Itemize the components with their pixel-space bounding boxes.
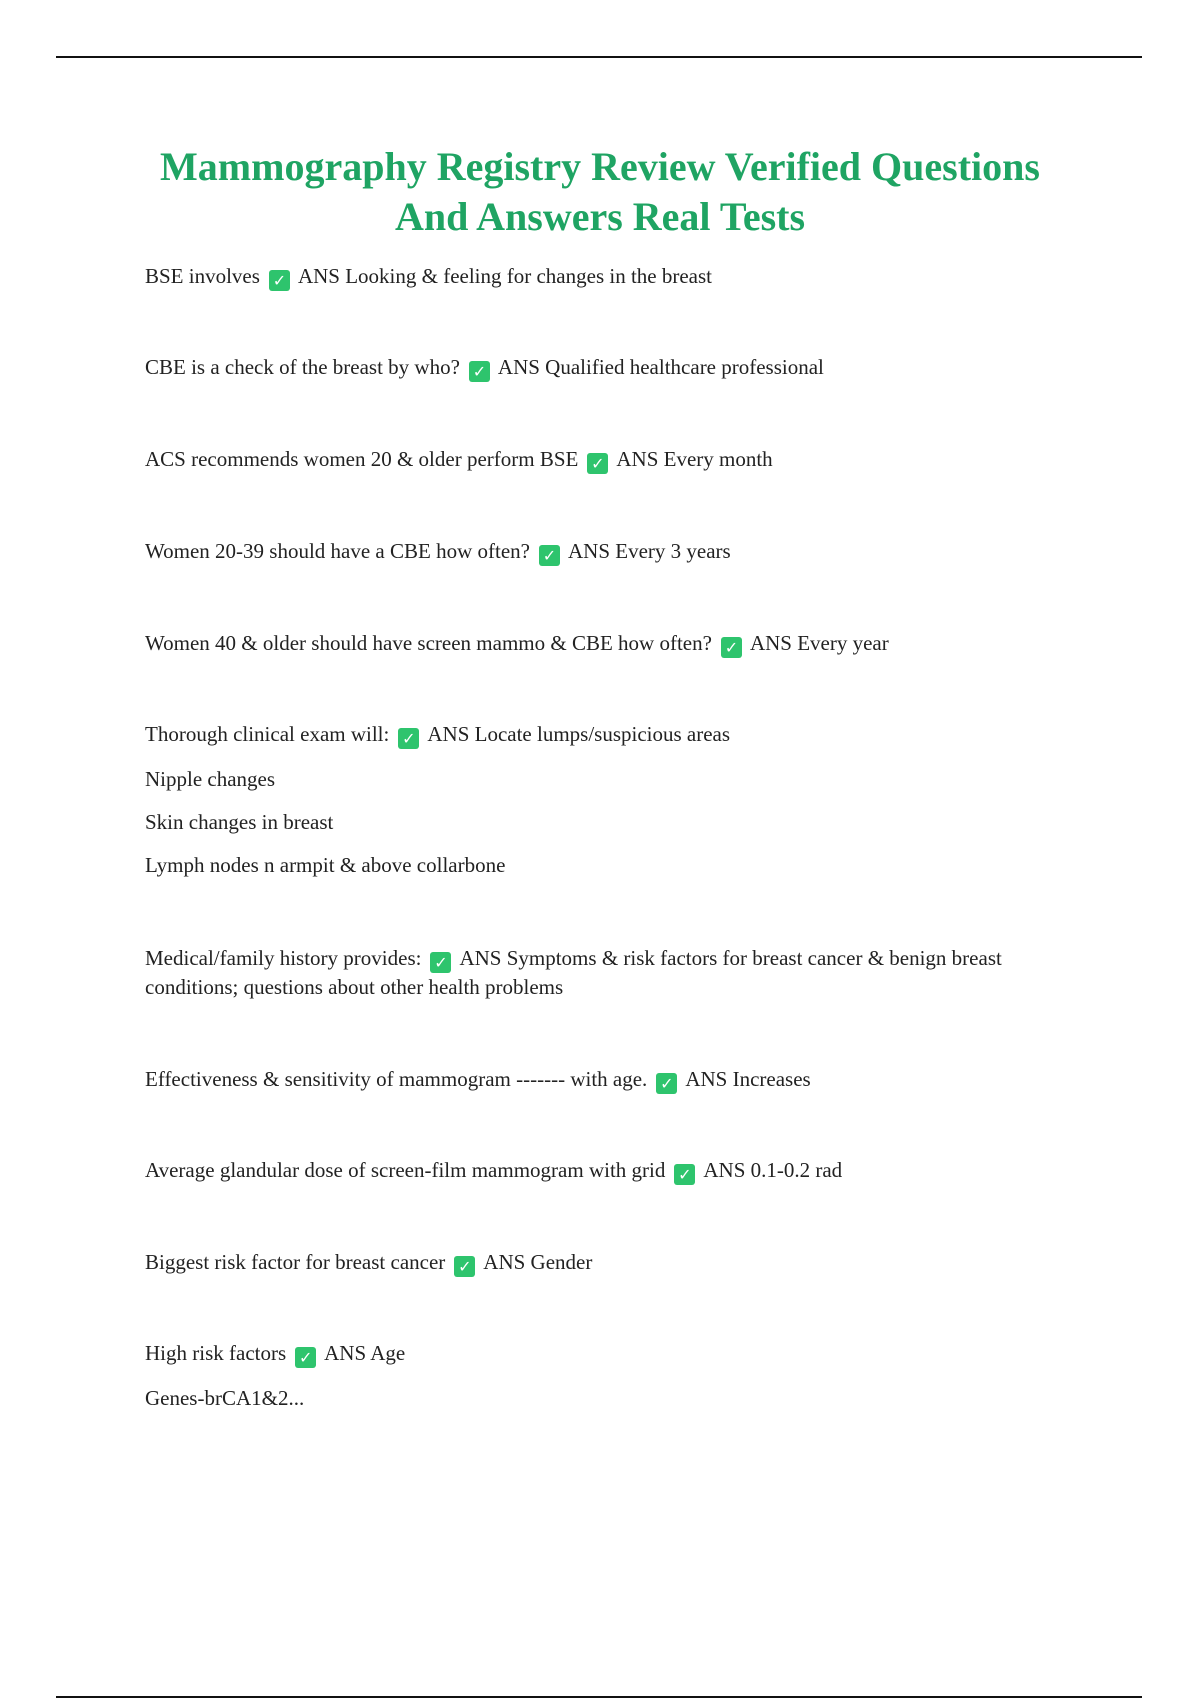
question-text: Average glandular dose of screen-film mammogram with grid [145, 1158, 666, 1182]
check-box-icon: ✓ [656, 1073, 677, 1094]
qa-item-bse [145, 262, 1065, 291]
check-box-icon: ✓ [454, 1256, 475, 1277]
question-text: High risk factors [145, 1341, 287, 1365]
question-text: Biggest risk factor for breast cancer [145, 1250, 446, 1274]
check-box-icon: ✓ [721, 637, 742, 658]
answer-line: Lymph nodes n armpit & above collarbone [145, 853, 506, 877]
question-text: ACS recommends women 20 & older perform BSE [145, 447, 579, 471]
answer-text: ANS Qualified healthcare professional [497, 355, 824, 379]
check-box-icon: ✓ [398, 728, 419, 749]
qa-item-dose [145, 1156, 1065, 1185]
question-text: Effectiveness & sensitivity of mammogram ------- with age. [145, 1067, 648, 1091]
qa-item-sensitivity [145, 1065, 1065, 1094]
qa-item-clinical-exam [145, 720, 1065, 879]
answer-text: ANS Gender [483, 1250, 593, 1274]
check-box-icon: ✓ [269, 270, 290, 291]
answer-text: ANS Symptoms & risk factors for breast cancer & benign breast conditions; questions about other health problems [145, 946, 1002, 999]
qa-item-cbe [145, 353, 1065, 382]
qa-item-women-40 [145, 629, 1065, 658]
bottom-rule [56, 1696, 1142, 1698]
qa-item-risk-factor [145, 1248, 1065, 1277]
question-text: Thorough clinical exam will: [145, 722, 390, 746]
question-text: Women 20-39 should have a CBE how often? [145, 539, 530, 563]
qa-item-high-risk [145, 1339, 1065, 1412]
answer-text: ANS Every year [749, 631, 889, 655]
title-line-2: And Answers Real Tests [394, 194, 806, 239]
answer-text: ANS Age [324, 1341, 406, 1365]
answer-line: Nipple changes [145, 767, 276, 791]
answer-text: ANS Every month [616, 447, 773, 471]
answer-text: ANS Every 3 years [567, 539, 731, 563]
question-text: Medical/family history provides: [145, 946, 422, 970]
qa-item-women-20-39 [145, 537, 1065, 566]
qa-item-acs [145, 445, 1065, 474]
check-box-icon: ✓ [430, 952, 451, 973]
answer-line: Skin changes in breast [145, 810, 334, 834]
check-box-icon: ✓ [587, 453, 608, 474]
top-rule [56, 56, 1142, 58]
qa-item-history [145, 944, 1065, 1001]
check-box-icon: ✓ [674, 1164, 695, 1185]
answer-text: ANS 0.1-0.2 rad [703, 1158, 843, 1182]
question-text: Women 40 & older should have screen mammo & CBE how often? [145, 631, 712, 655]
answer-text: ANS Increases [685, 1067, 811, 1091]
title-line-1: Mammography Registry Review Verified Questions [160, 144, 1040, 189]
answer-line: Genes-brCA1&2... [145, 1386, 305, 1410]
question-text: CBE is a check of the breast by who? [145, 355, 460, 379]
check-box-icon: ✓ [469, 361, 490, 382]
check-box-icon: ✓ [295, 1347, 316, 1368]
question-text: BSE involves [145, 264, 260, 288]
check-box-icon: ✓ [539, 545, 560, 566]
page-title [100, 142, 1100, 242]
answer-text: ANS Locate lumps/suspicious areas [427, 722, 731, 746]
answer-text: ANS Looking & feeling for changes in the breast [297, 264, 713, 288]
